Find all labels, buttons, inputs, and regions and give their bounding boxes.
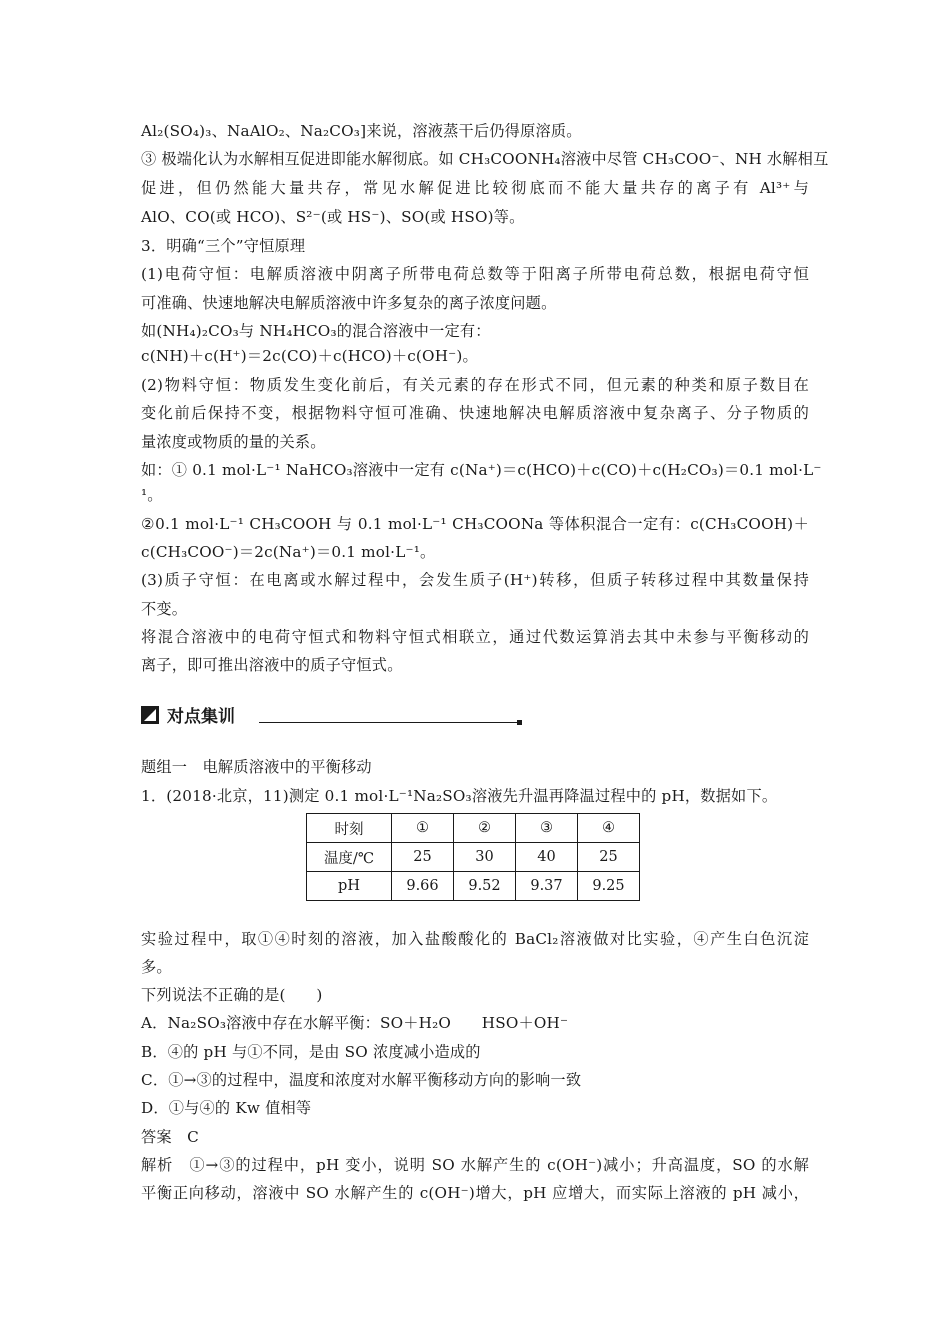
table-cell: 9.52 (454, 872, 516, 901)
table-cell: 30 (454, 843, 516, 872)
text-line: c(NH)＋c(H⁺)＝2c(CO)＋c(HCO)＋c(OH⁻)。 (141, 347, 478, 365)
table-cell: ③ (516, 814, 578, 843)
question-stem: 1．(2018·北京，11)测定 0.1 mol·L⁻¹Na₂SO₃溶液先升温再降温过程中的 pH，数据如下。 (141, 787, 778, 805)
table-cell: 40 (516, 843, 578, 872)
table-row (307, 814, 640, 843)
answer-line: 解析 ①→③的过程中，pH 变小，说明 SO 水解产生的 c(OH⁻)减小；升高温度，SO 的水解 (141, 1156, 809, 1174)
table-cell: 25 (392, 843, 454, 872)
text-line: 将混合溶液中的电荷守恒式和物料守恒式相联立，通过代数运算消去其中未参与平衡移动的 (141, 628, 809, 646)
row-header-cell: pH (307, 872, 392, 901)
heading-rule (259, 722, 521, 723)
ph-data-table (306, 813, 640, 901)
text-line: ②0.1 mol·L⁻¹ CH₃COOH 与 0.1 mol·L⁻¹ CH₃COONa 等体积混合一定有：c(CH₃COOH)＋ (141, 515, 809, 533)
table-cell: ④ (578, 814, 640, 843)
table-cell: 9.25 (578, 872, 640, 901)
text-line: Al₂(SO₄)₃、NaAlO₂、Na₂CO₃]来说，溶液蒸干后仍得原溶质。 (141, 122, 582, 140)
answer-line: 多。 (141, 958, 172, 976)
section-title: 对点集训 (167, 707, 235, 727)
row-header-cell: 温度/℃ (307, 843, 392, 872)
answer-line: 平衡正向移动，溶液中 SO 水解产生的 c(OH⁻)增大，pH 应增大，而实际上溶液的 pH 减小， (141, 1184, 809, 1202)
answer-line: D．①与④的 Kw 值相等 (141, 1099, 312, 1117)
heading-rule-end (517, 720, 522, 725)
row-header-cell: 时刻 (307, 814, 392, 843)
text-line: ¹。 (141, 486, 163, 504)
text-line: 可准确、快速地解决电解质溶液中许多复杂的离子浓度问题。 (141, 294, 557, 312)
text-line: 3．明确“三个”守恒原理 (141, 237, 306, 255)
answer-line: A．Na₂SO₃溶液中存在水解平衡：SO＋H₂O HSO＋OH⁻ (141, 1014, 569, 1032)
text-line: (1)电荷守恒：电解质溶液中阴离子所带电荷总数等于阳离子所带电荷总数，根据电荷守恒 (141, 265, 809, 283)
table-cell: ② (454, 814, 516, 843)
table-cell: 25 (578, 843, 640, 872)
text-line: 如(NH₄)₂CO₃与 NH₄HCO₃的混合溶液中一定有： (141, 322, 491, 340)
section-heading (141, 700, 526, 730)
answer-line: B．④的 pH 与①不同，是由 SO 浓度减小造成的 (141, 1043, 481, 1061)
answer-line: 答案 C (141, 1128, 199, 1146)
table-row (307, 843, 640, 872)
text-line: 不变。 (141, 600, 188, 618)
text-line: AlO、CO(或 HCO)、S²⁻(或 HS⁻)、SO(或 HSO)等。 (141, 208, 525, 226)
answer-line: C．①→③的过程中，温度和浓度对水解平衡移动方向的影响一致 (141, 1071, 582, 1089)
table-cell: 9.37 (516, 872, 578, 901)
answer-line: 下列说法不正确的是( ) (141, 986, 323, 1004)
text-line: (2)物料守恒：物质发生变化前后，有关元素的存在形式不同，但元素的种类和原子数目在 (141, 376, 809, 394)
table-row (307, 872, 640, 901)
text-line: 如：① 0.1 mol·L⁻¹ NaHCO₃溶液中一定有 c(Na⁺)＝c(HCO)＋c(CO)＋c(H₂CO₃)＝0.1 mol·L⁻ (141, 461, 822, 479)
text-line: 量浓度或物质的量的关系。 (141, 433, 326, 451)
text-line: c(CH₃COO⁻)＝2c(Na⁺)＝0.1 mol·L⁻¹。 (141, 543, 436, 561)
text-line: ③ 极端化认为水解相互促进即能水解彻底。如 CH₃COONH₄溶液中尽管 CH₃COO⁻、NH 水解相互 (141, 150, 829, 168)
text-line: 离子，即可推出溶液中的质子守恒式。 (141, 656, 403, 674)
answer-line: 实验过程中，取①④时刻的溶液，加入盐酸酸化的 BaCl₂溶液做对比实验，④产生白色沉淀 (141, 930, 809, 948)
question-group-label: 题组一 电解质溶液中的平衡移动 (141, 758, 372, 776)
corner-square-icon (141, 706, 159, 724)
text-line: 变化前后保持不变，根据物料守恒可准确、快速地解决电解质溶液中复杂离子、分子物质的 (141, 404, 809, 422)
text-line: (3)质子守恒：在电离或水解过程中，会发生质子(H⁺)转移，但质子转移过程中其数量保持 (141, 571, 809, 589)
table-cell: 9.66 (392, 872, 454, 901)
table-cell: ① (392, 814, 454, 843)
text-line: 促进，但仍然能大量共存，常见水解促进比较彻底而不能大量共存的离子有 Al³⁺与 (141, 179, 809, 197)
